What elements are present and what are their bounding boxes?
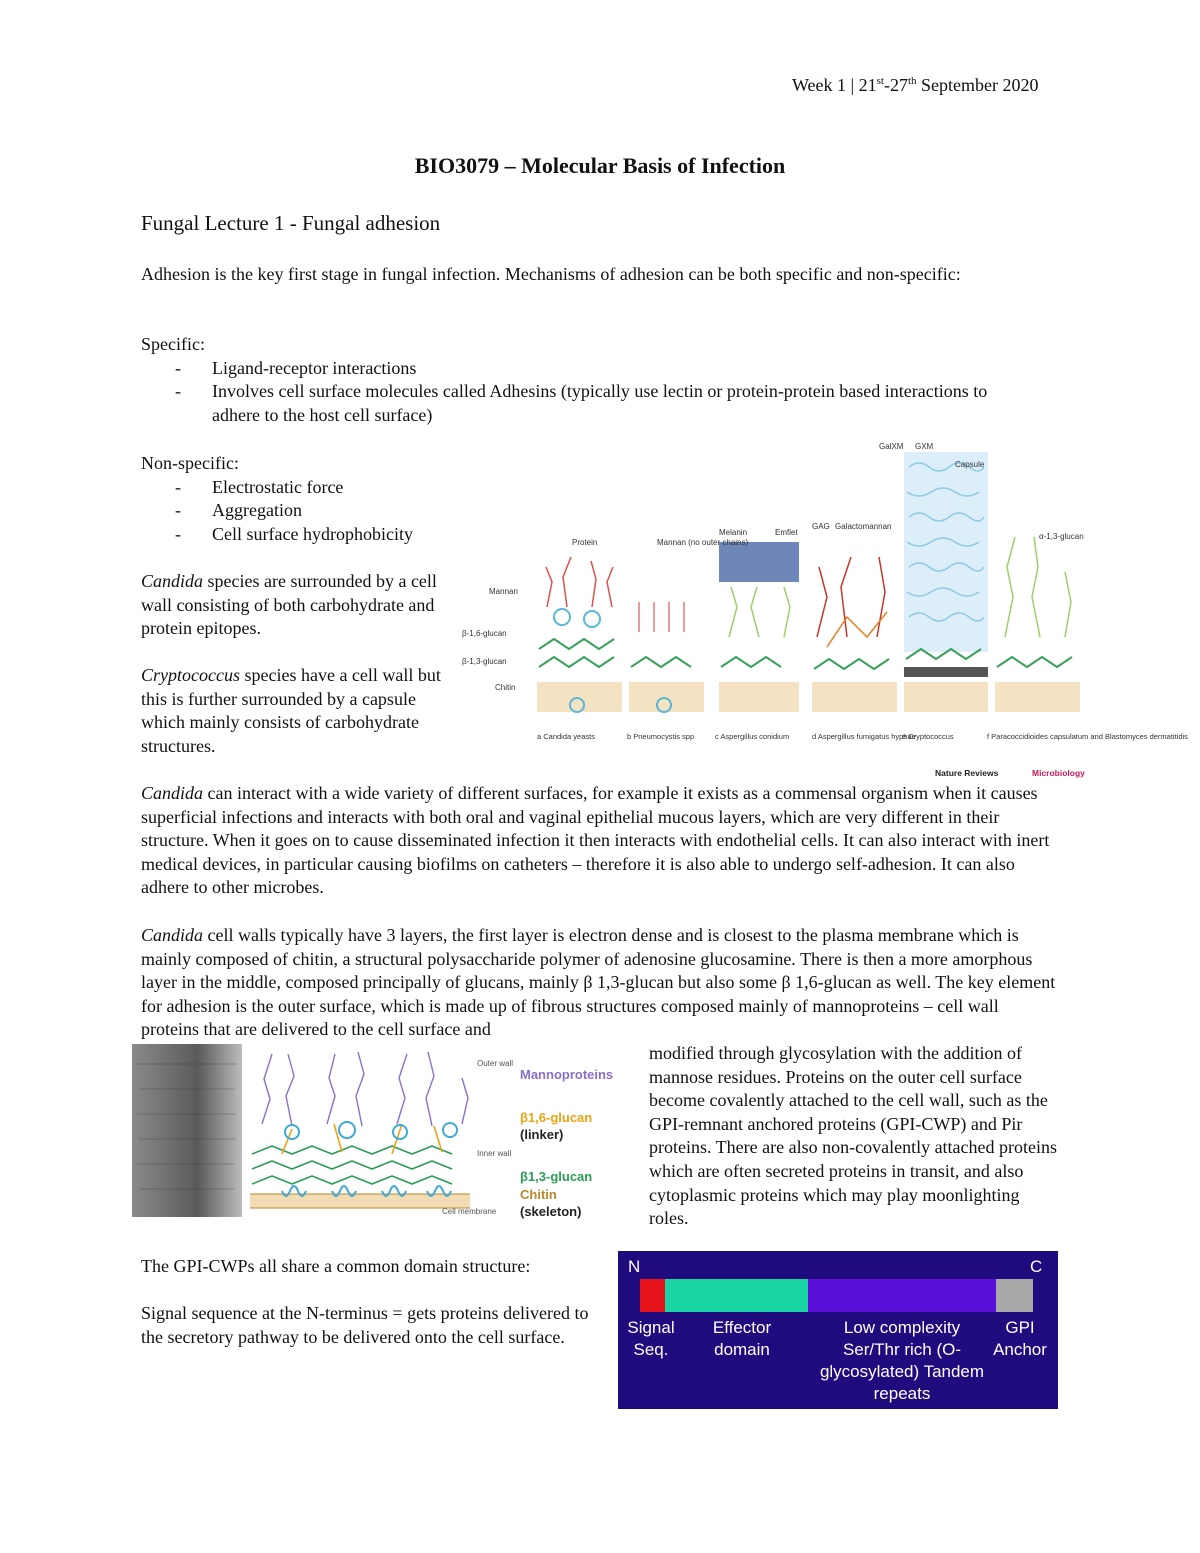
cryptococcus-paragraph: Cryptococcus species have a cell wall but this is further surrounded by a capsule which mainly consists of carbohydrate structures.	[141, 665, 441, 756]
fig1-panel-caption: b Pneumocystis spp	[627, 732, 695, 741]
list-item: - Electrostatic force	[141, 476, 471, 500]
fig1-label: Galactomannan	[835, 522, 892, 531]
fig2-linker-label: (linker)	[520, 1127, 564, 1142]
fig1-label: GalXM	[879, 442, 904, 451]
fig1-label: Emfiet	[775, 528, 798, 537]
fig1-credit: Nature Reviews	[935, 768, 999, 778]
list-item: - Ligand-receptor interactions	[141, 357, 1021, 381]
gpi-anchor-segment	[996, 1279, 1033, 1312]
fig1-label: Protein	[572, 538, 598, 547]
fig2-skeleton-label: (skeleton)	[520, 1204, 582, 1219]
fig2-inner-wall-label: Inner wall	[477, 1149, 512, 1158]
fig1-panel-caption: e Cryptococcus	[902, 732, 954, 741]
intro-paragraph: Adhesion is the key first stage in fungal infection. Mechanisms of adhesion can be both specific and non-specific:	[141, 264, 961, 284]
list-item: - Cell surface hydrophobicity	[141, 523, 471, 547]
fig1-layer-label: β-1,6-glucan	[462, 629, 507, 638]
fig1-layer-label: Mannan	[489, 587, 518, 596]
fig1-credit-journal: Microbiology	[1032, 768, 1085, 778]
low-complexity-segment	[808, 1279, 996, 1312]
fig2-chitin-label: Chitin	[520, 1187, 557, 1202]
fig1-label: Melanin	[719, 528, 748, 537]
signal-label: Signal Seq.	[627, 1318, 675, 1359]
candida-cellwall-paragraph: Candida species are surrounded by a cell wall consisting of both carbohydrate and protein epitopes.	[141, 571, 437, 639]
candida-layers-paragraph: Candida cell walls typically have 3 layers, the first layer is electron dense and is closest to the plasma membrane which is mainly composed of chitin, a structural polysaccharide polymer of adenosine glucosamine. There is then a more amorphous layer in the middle, composed principally of glucans, mainly β 1,3-glucan but also some β 1,6-glucan as well. The key element for adhesion is the outer surface, which is made up of fibrous structures composed mainly of mannoproteins – cell wall proteins that are delivered to the cell surface and	[141, 925, 1056, 1040]
specific-section	[141, 333, 1021, 427]
fig2-membrane-label: Cell membrane	[442, 1207, 497, 1216]
low-complexity-label: Low complexity Ser/Thr rich (O-glycosylated) Tandem repeats	[819, 1318, 985, 1403]
list-item: - Aggregation	[141, 499, 471, 523]
specific-heading: Specific:	[141, 334, 205, 354]
fig1-panel-caption: c Aspergillus conidium	[715, 732, 790, 741]
fig1-label: Mannan (no outer chains)	[657, 538, 749, 547]
candida-cell-wall-figure	[132, 1044, 632, 1217]
section-title: Fungal Lecture 1 - Fungal adhesion	[141, 211, 441, 235]
c-terminus-label: C	[1030, 1257, 1043, 1276]
signal-sequence-paragraph: Signal sequence at the N-terminus = gets proteins delivered to the secretory pathway to be delivered onto the cell surface.	[141, 1303, 589, 1347]
gpi-intro-paragraph: The GPI-CWPs all share a common domain structure:	[141, 1256, 531, 1276]
fig2-mannoproteins-label: Mannoproteins	[520, 1067, 614, 1082]
nonspecific-section	[141, 452, 471, 546]
page-header: Week 1 | 21st-27th September 2020	[792, 75, 1039, 95]
page-title: BIO3079 – Molecular Basis of Infection	[414, 153, 786, 178]
list-item: - Involves cell surface molecules called Adhesins (typically use lectin or protein-protein based interactions to adhere to the host cell surface)	[141, 380, 1021, 427]
fig2-b13-label: β1,3-glucan	[520, 1169, 593, 1184]
gpi-domain-diagram	[618, 1251, 1058, 1409]
cell-wall-comparison-figure	[457, 437, 1188, 779]
candida-layers-continued: modified through glycosylation with the addition of mannose residues. Proteins on the outer cell surface become covalently attached to the cell wall, such as the GPI-remnant anchored proteins (GPI-CWP) and Pir proteins. There are also non-covalently attached proteins which are often secreted proteins in transit, and also cytoplasmic proteins which may play moonlighting roles.	[649, 1043, 1058, 1229]
signal-segment	[640, 1279, 665, 1312]
fig1-panel-caption: a Candida yeasts	[537, 732, 595, 741]
fig2-b16-label: β1,6-glucan	[520, 1110, 593, 1125]
nonspecific-heading: Non-specific:	[141, 453, 239, 473]
effector-label: Effector domain	[712, 1318, 772, 1359]
fig1-label: GXM	[915, 442, 934, 451]
candida-surfaces-paragraph: Candida can interact with a wide variety of different surfaces, for example it exists as a commensal organism when it causes superficial infections and interacts with both oral and vaginal epithelial mucous layers, which are very different in their structure. When it goes on to cause disseminated infection it then interacts with endothelial cells. It can also interact with inert medical devices, in particular causing biofilms on catheters – therefore it is also able to undergo self-adhesion. It can also adhere to other microbes.	[141, 783, 1050, 898]
fig1-layer-label: β-1,3-glucan	[462, 657, 507, 666]
effector-segment	[665, 1279, 808, 1312]
fig1-panel-caption: f Paracoccidioides capsulatum and Blastomyces dermatitidis	[987, 732, 1188, 741]
gpi-anchor-label: GPI Anchor	[993, 1318, 1047, 1359]
n-terminus-label: N	[628, 1257, 641, 1276]
fig1-label: α-1,3-glucan	[1039, 532, 1084, 541]
electron-micrograph-image	[132, 1044, 242, 1217]
fig1-label: GAG	[812, 522, 830, 531]
fig2-outer-wall-label: Outer wall	[477, 1059, 514, 1068]
fig1-panel-caption: d Aspergillus fumigatus hyphae	[812, 732, 916, 741]
fig1-layer-label: Chitin	[495, 683, 516, 692]
fig1-label: Capsule	[955, 460, 985, 469]
